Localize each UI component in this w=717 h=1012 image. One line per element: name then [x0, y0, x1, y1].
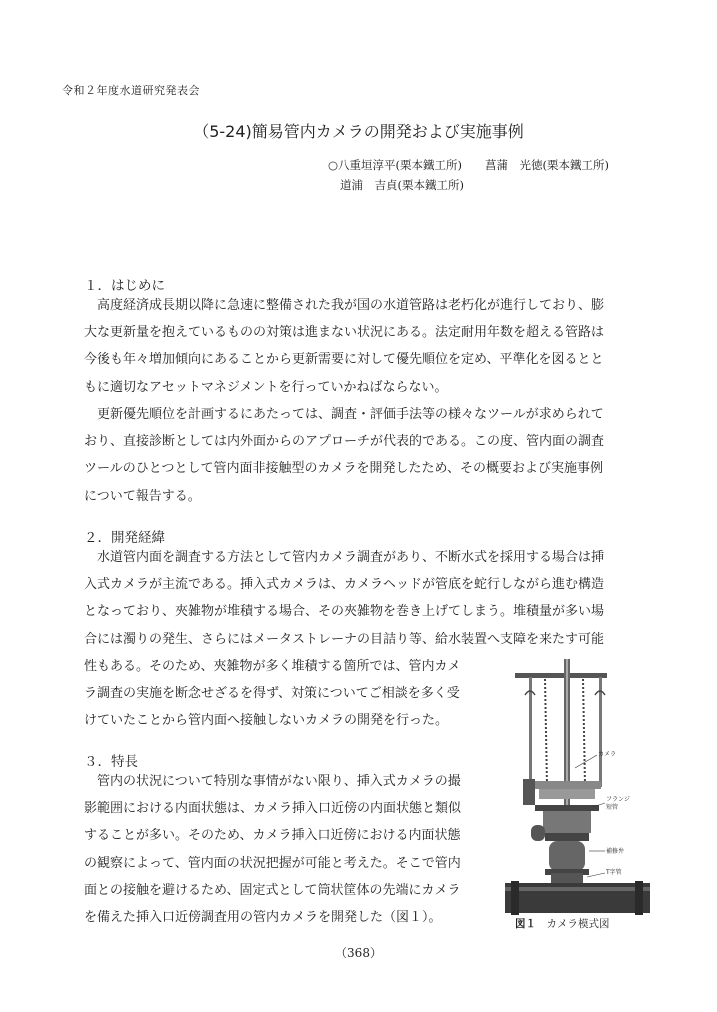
flange — [535, 805, 599, 811]
section-3-paragraph-1 — [84, 768, 461, 931]
page-number: （368） — [335, 946, 382, 960]
short-pipe — [543, 811, 591, 833]
camera-body — [523, 779, 535, 805]
camera-head — [533, 781, 601, 789]
text-line: ラ調査の実施を断念せざるを得ず、対策についてご相談を多く受 — [84, 686, 460, 702]
figure-caption — [515, 916, 610, 931]
text-line: 合には濁りの発生、さらにはメータストレーナの目詰り等、給水装置へ支障を来たす可能 — [84, 631, 605, 647]
figure-caption-text: カメラ模式図 — [546, 918, 610, 930]
valve-handle — [531, 825, 545, 841]
section-heading-3: ３．特長 — [84, 754, 138, 770]
text-line: 性もある。そのため、夾雑物が多く堆積する箇所では、管内カメ — [84, 658, 461, 674]
text-line: 大な更新量を抱えているものの対策は進まない状況にある。法定耐用年数を超える管路は — [84, 325, 605, 341]
figure-caption-number: 図１ — [515, 918, 536, 930]
text-line: を備えた挿入口近傍調査用の管内カメラを開発した（図１）。 — [84, 910, 442, 926]
section-heading-2: ２．開発経緯 — [84, 530, 165, 546]
section-heading-1: １．はじめに — [84, 278, 165, 294]
side-rod-left — [529, 677, 532, 787]
label-camera: カメラ — [598, 751, 617, 758]
authors-line-2: 道浦 吉貞(栗本鐵工所) — [340, 178, 464, 192]
text-line: の観察によって、管内面の状況把握が可能と考えた。そこで管内 — [84, 855, 461, 871]
repair-valve — [549, 841, 585, 871]
text-line: 面との接触を避けるため、固定式として筒状筐体の先端にカメラ — [84, 882, 461, 898]
label-tee: T字管 — [606, 869, 622, 876]
conference-header: 令和２年度水道研究発表会 — [62, 84, 200, 97]
text-line: もに適切なアセットマネジメントを行っていかねばならない。 — [84, 379, 448, 395]
text-line: について報告する。 — [84, 488, 201, 504]
label-flange: フランジ — [606, 796, 630, 803]
text-line: 更新優先順位を計画するにあたっては、調査・評価手法等の様々なツールが求められて — [84, 407, 604, 422]
text-line: することが多い。そのため、カメラ挿入口近傍における内面状態 — [84, 828, 461, 844]
text-line: 入式カメラが主流である。挿入式カメラは、カメラヘッドが管底を蛇行しながら進む構造 — [84, 577, 605, 593]
text-line: 高度経済成長期以降に急速に整備された我が国の水道管路は老朽化が進行しており、膨 — [84, 298, 605, 313]
text-line: けていたことから管内面へ接触しないカメラの開発を行った。 — [84, 713, 449, 729]
text-line: ツールのひとつとして管内面非接触型のカメラを開発したため、その概要および実施事例 — [84, 461, 603, 477]
chain-right — [583, 679, 585, 785]
chain-left — [545, 679, 547, 785]
text-line: となっており、夾雑物が堆積する場合、その夾雑物を巻き上げてしまう。堆積量が多い場 — [84, 604, 605, 620]
text-line: 水道管内面を調査する方法として管内カメラ調査があり、不断水式を採用する場合は挿 — [84, 550, 605, 565]
section-1-paragraph-1 — [84, 292, 604, 401]
section-1-paragraph-2 — [84, 401, 604, 510]
text-line: 影範囲における内面状態は、カメラ挿入口近傍の内面状態と類似 — [84, 801, 462, 817]
handle-bar — [515, 673, 607, 678]
label-short-pipe: 短管 — [606, 804, 619, 811]
text-line: 今後も年々増加傾向にあることから更新需要に対して優先順位を定め、平準化を図るとと — [84, 352, 604, 368]
label-valve: 補修弁 — [606, 848, 625, 855]
authors-line-1: ○八重垣淳平(栗本鐵工所) 菖蒲 光徳(栗本鐵工所) — [328, 158, 609, 172]
text-line: おり、直接診断としては内外面からのアプローチが代表的である。この度、管内面の調査 — [84, 434, 605, 450]
camera-schematic-figure — [505, 655, 650, 925]
paper-title: （5-24)簡易管内カメラの開発および実施事例 — [193, 122, 524, 141]
text-line: 管内の状況について特別な事情がない限り、挿入式カメラの撮 — [84, 774, 461, 789]
side-rod-right — [599, 677, 602, 787]
authors — [328, 155, 609, 195]
